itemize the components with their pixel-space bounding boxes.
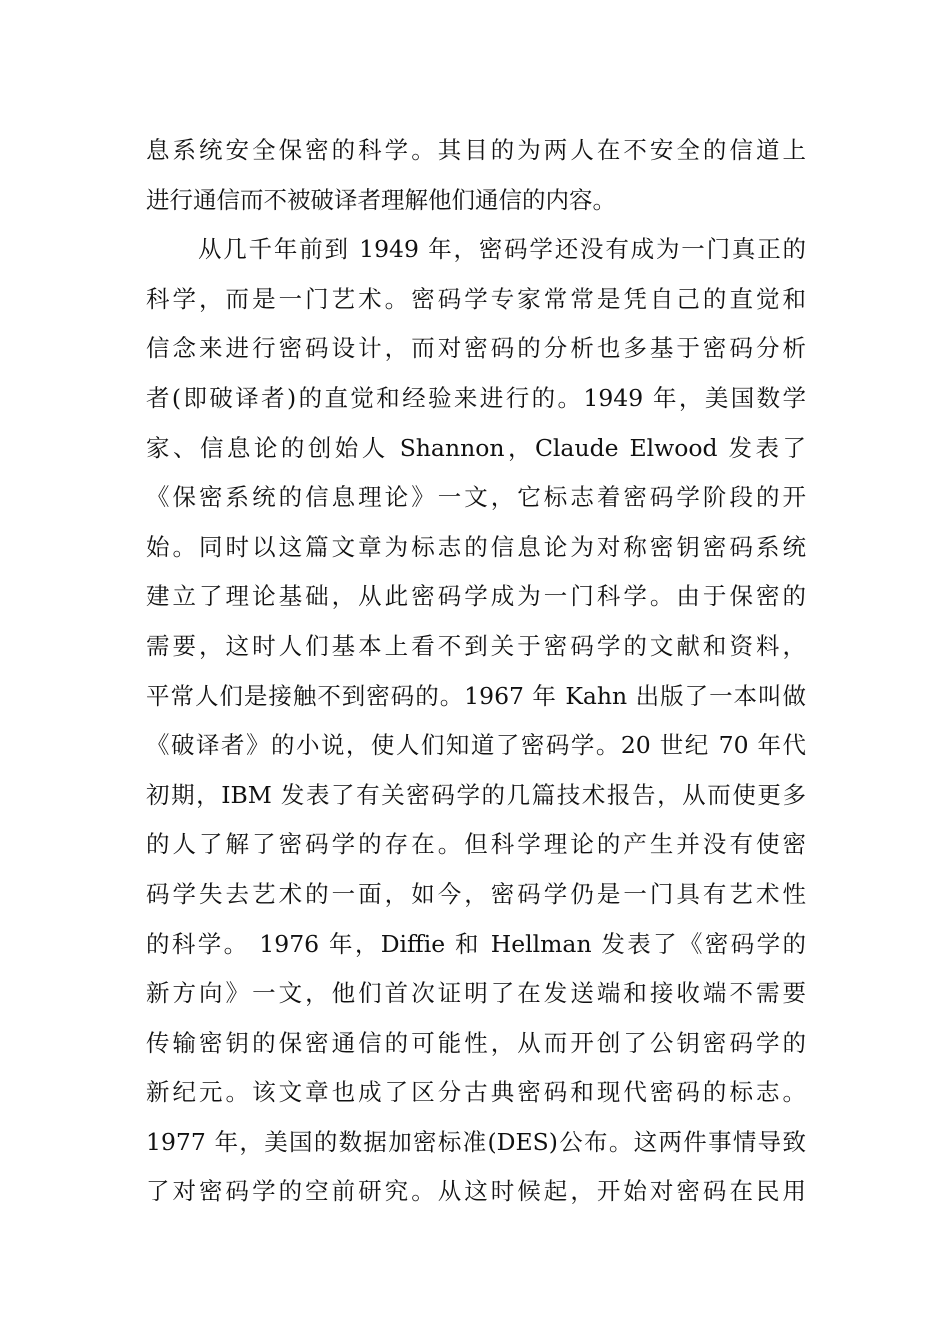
text-line: 者(即破译者)的直觉和经验来进行的。1949 年，美国数学 xyxy=(146,383,806,412)
text-line: 平常人们是接触不到密码的。1967 年 Kahn 出版了一本叫做 xyxy=(146,681,806,710)
text-line: 传输密钥的保密通信的可能性，从而开创了公钥密码学的 xyxy=(146,1028,806,1057)
text-line: 进行通信而不被破译者理解他们通信的内容。 xyxy=(146,185,616,214)
text-line: 《保密系统的信息理论》一文，它标志着密码学阶段的开 xyxy=(146,483,806,512)
text-line: 了对密码学的空前研究。从这时候起，开始对密码在民用 xyxy=(146,1177,806,1206)
text-line: 家、信息论的创始人 Shannon，Claude Elwood 发表了 xyxy=(146,433,806,462)
text-line: 新纪元。该文章也成了区分古典密码和现代密码的标志。 xyxy=(146,1078,806,1107)
paragraph-first-line: 从几千年前到 1949 年，密码学还没有成为一门真正的 xyxy=(198,235,806,264)
body-text xyxy=(146,126,806,1217)
text-line: 1977 年，美国的数据加密标准(DES)公布。这两件事情导致 xyxy=(146,1127,806,1156)
text-line: 初期，IBM 发表了有关密码学的几篇技术报告，从而使更多 xyxy=(146,780,806,809)
text-line: 科学，而是一门艺术。密码学专家常常是凭自己的直觉和 xyxy=(146,284,806,313)
text-line: 信念来进行密码设计，而对密码的分析也多基于密码分析 xyxy=(146,334,806,363)
text-line: 《破译者》的小说，使人们知道了密码学。20 世纪 70 年代 xyxy=(146,731,806,760)
text-line: 始。同时以这篇文章为标志的信息论为对称密钥密码系统 xyxy=(146,532,806,561)
text-line: 需要，这时人们基本上看不到关于密码学的文献和资料， xyxy=(146,631,806,660)
text-line: 息系统安全保密的科学。其目的为两人在不安全的信道上 xyxy=(146,136,806,164)
text-line: 的人了解了密码学的存在。但科学理论的产生并没有使密 xyxy=(146,830,806,859)
text-line: 的科学。 1976 年，Diffie 和 Hellman 发表了《密码学的 xyxy=(146,929,806,958)
text-line: 建立了理论基础，从此密码学成为一门科学。由于保密的 xyxy=(146,582,806,611)
text-line: 码学失去艺术的一面，如今，密码学仍是一门具有艺术性 xyxy=(146,879,806,908)
text-line: 新方向》一文，他们首次证明了在发送端和接收端不需要 xyxy=(146,979,806,1008)
